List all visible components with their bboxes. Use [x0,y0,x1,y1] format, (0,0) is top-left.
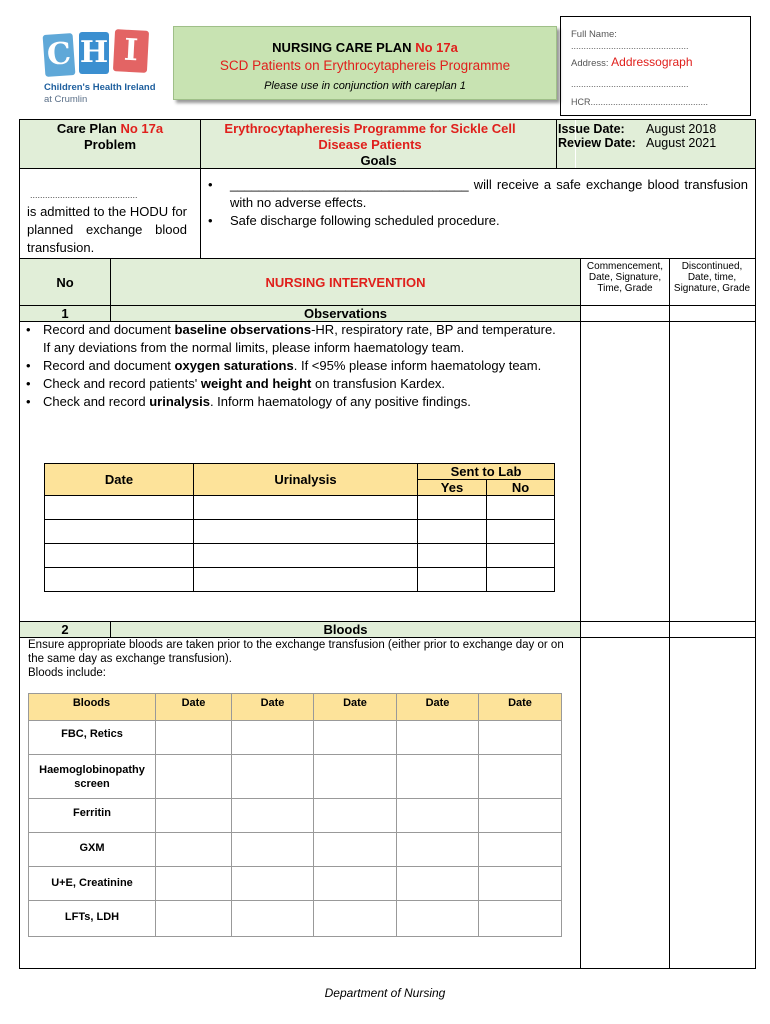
commencement-heading: Commencement, Date, Signature, Time, Grade [586,261,664,294]
urinalysis-col-no: No [511,480,530,495]
bloods-row-label: Haemoglobinopathy screen [39,764,145,790]
programme-title: Erythrocytapheresis Programme for Sickle Cell Disease Patients [224,121,516,152]
address-label: Address: [571,58,612,69]
goal-item [208,176,748,212]
review-date-label: Review Date: [558,136,636,150]
bullet-icon: • [26,376,31,391]
goals-heading: Goals [360,153,397,168]
care-plan-subtitle: SCD Patients on Erythrocytapherеis Programme [219,58,511,73]
discontinued-heading: Discontinued, Date, time, Signature, Grade [673,261,751,294]
title-number: No 17a [415,40,458,55]
section2-title: Bloods [323,622,368,637]
problem-text: is admitted to the HODU for planned exchange blood transfusion. [27,204,187,255]
issue-date-label: Issue Date: [558,122,625,136]
problem-dots[interactable]: ........................................... [30,190,138,200]
bullet-icon: • [208,213,213,228]
problem-heading-suffix: Problem [83,137,136,152]
bloods-col-date: Date [181,697,206,709]
section1-number: 1 [61,306,69,321]
observations-list [26,321,556,411]
goal-patient-blank[interactable]: _________________________________ [230,177,469,192]
observation-item: • Record and document oxygen saturations. If <95% please inform haematology team. [26,358,542,373]
issue-date-value: August 2018 [646,122,717,136]
logo-location: at Crumlin [44,94,88,105]
nursing-intervention-heading: NURSING INTERVENTION [265,275,426,290]
bullet-icon: • [26,322,31,337]
goal-item [208,212,748,230]
bloods-row-label: Ferritin [73,807,111,819]
chi-logo [44,30,164,110]
urinalysis-col-yes: Yes [440,480,464,495]
address-line [571,55,693,69]
logo-letter-h: H [79,32,109,74]
section2-number: 2 [61,622,69,637]
title-prefix: NURSING CARE PLAN [272,40,416,55]
bloods-row-label: LFTs, LDH [64,911,120,923]
bloods-col-date: Date [508,697,532,709]
review-date-row [558,136,753,150]
review-date-value: August 2021 [646,136,717,150]
urinalysis-col-sent: Sent to Lab [450,464,522,479]
no-heading: No [56,275,74,290]
observation-item: • Check and record urinalysis. Inform haematology of any positive findings. [26,394,471,409]
issue-dates [558,122,753,150]
bullet-icon: • [208,177,213,192]
urinalysis-col-date: Date [104,472,134,487]
care-plan-title [174,40,556,55]
logo-letter-i: I [113,29,149,73]
bloods-col-date: Date [343,697,367,709]
full-name-field[interactable]: ............................................... [571,41,689,51]
careplan-note: Please use in conjunction with careplan 1 [264,80,466,92]
logo-name: Children's Health Ireland [44,82,156,93]
goal-text: Safe discharge following scheduled procedure. [230,213,500,228]
section2-include: Bloods include: [28,667,106,679]
bloods-row-label: U+E, Creatinine [51,877,133,889]
problem-heading [20,121,200,153]
observation-item: • Record and document baseline observations-HR, respiratory rate, BP and temperature. If any deviations from the normal limits, please inform haematology team. [26,322,556,355]
bloods-col-bloods: Bloods [72,697,111,709]
address-field[interactable]: ............................................... [571,79,689,89]
address-value: Addressograph [611,55,693,69]
bloods-col-date: Date [260,697,285,709]
patient-details-box [560,16,751,116]
bullet-icon: • [26,358,31,373]
urinalysis-col-urinalysis: Urinalysis [274,472,337,487]
bullet-icon: • [26,394,31,409]
title-banner [173,26,557,100]
section1-title: Observations [303,306,388,321]
footer-department: Department of Nursing [324,986,446,1000]
bloods-row-label: GXM [79,842,105,854]
bloods-col-date: Date [425,697,450,709]
issue-date-row [558,122,753,136]
problem-heading-number: No 17a [120,121,164,136]
full-name-label: Full Name: [571,29,617,40]
problem-heading-prefix: Care Plan [56,121,121,136]
goals-list [208,176,748,230]
goal-text: will receive a safe exchange blood transfusion with no adverse effects. [230,177,748,210]
hcr-field[interactable]: HCR............................................... [571,97,709,107]
observation-item: • Check and record patients' weight and height on transfusion Kardex. [26,376,446,391]
bloods-row-label: FBC, Retics [61,728,123,740]
section2-intro: Ensure appropriate bloods are taken prior to the exchange transfusion (either prior to exchange day or on the same day as exchange transfusion). [28,639,564,665]
logo-letter-c: C [43,33,76,77]
